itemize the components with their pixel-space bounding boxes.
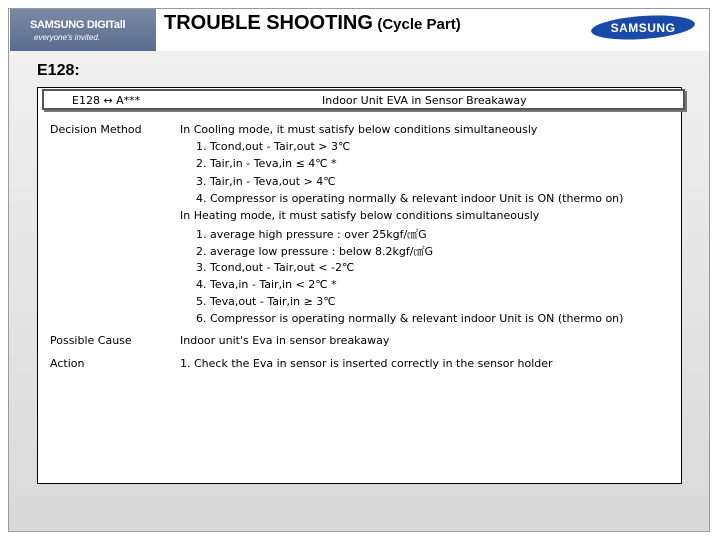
heating-condition-5: 5. Teva,out - Tair,in ≥ 3℃: [196, 295, 336, 308]
brand-left-line1: SAMSUNG DIGITall: [30, 19, 126, 31]
possible-cause-label: Possible Cause: [50, 334, 132, 347]
header-left-cell: E128 ↔ A***: [72, 94, 141, 107]
action-label: Action: [50, 357, 85, 370]
cooling-mode-heading: In Cooling mode, it must satisfy below conditions simultaneously: [180, 123, 538, 136]
title-sub: (Cycle Part): [377, 16, 461, 33]
heating-condition-1: 1. average high pressure : over 25kgf/㎠G: [196, 228, 427, 241]
samsung-logo: [584, 14, 702, 41]
heating-condition-4: 4. Teva,in - Tair,in < 2℃ *: [196, 278, 337, 291]
cooling-condition-4: 4. Compressor is operating normally & relevant indoor Unit is ON (thermo on): [196, 192, 624, 205]
error-code: E128:: [37, 62, 80, 79]
cooling-condition-1: 1. Tcond,out - Tair,out > 3℃: [196, 140, 351, 153]
heating-condition-3: 3. Tcond,out - Tair,out < -2℃: [196, 261, 355, 274]
brand-left-line2: everyone's invited.: [34, 33, 101, 42]
cooling-condition-2: 2. Tair,in - Teva,in ≤ 4℃ *: [196, 157, 337, 170]
action-text: 1. Check the Eva in sensor is inserted correctly in the sensor holder: [180, 357, 553, 370]
decision-method-label: Decision Method: [50, 123, 142, 136]
heating-condition-2: 2. average low pressure : below 8.2kgf/㎠G: [196, 245, 433, 258]
samsung-logo-graphic: [584, 14, 702, 41]
content-panel: [37, 87, 682, 484]
samsung-digitall-logo: [10, 9, 156, 51]
heating-condition-6: 6. Compressor is operating normally & relevant indoor Unit is ON (thermo on): [196, 312, 624, 325]
possible-cause-text: Indoor unit's Eva in sensor breakaway: [180, 334, 390, 347]
header-right-cell: Indoor Unit EVA in Sensor Breakaway: [322, 94, 527, 107]
heating-mode-heading: In Heating mode, it must satisfy below conditions simultaneously: [180, 209, 540, 222]
title-main: TROUBLE SHOOTING: [164, 12, 373, 34]
cooling-condition-3: 3. Tair,in - Teva,out > 4℃: [196, 175, 336, 188]
page-title: [164, 12, 461, 35]
brand-right-text: SAMSUNG: [610, 21, 676, 35]
